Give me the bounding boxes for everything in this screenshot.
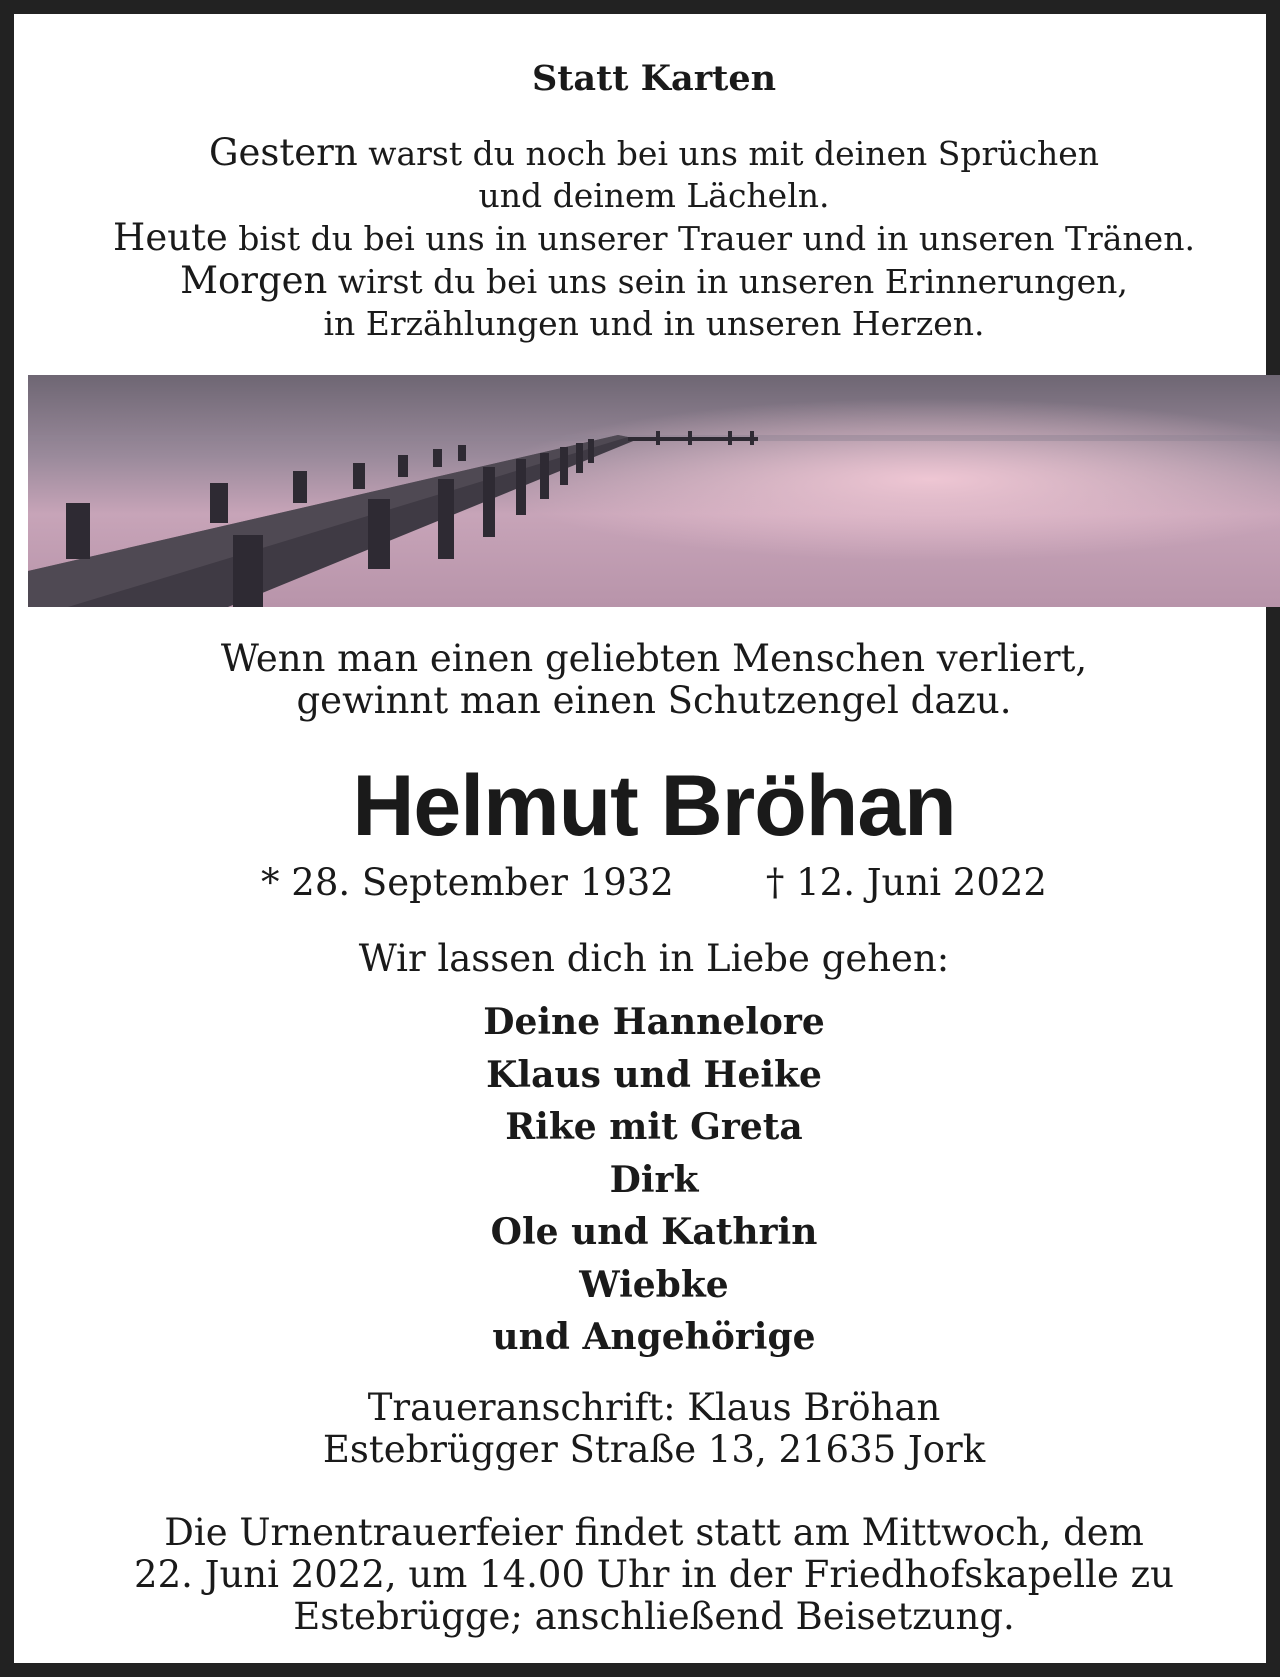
life-dates: [28, 861, 1280, 905]
service-line-1: Die Urnentrauerfeier findet statt am Mittwoch, dem: [164, 1511, 1144, 1554]
quote: [28, 638, 1280, 722]
address-line-1: Traueranschrift: Klaus Bröhan: [367, 1386, 941, 1429]
quote-line-1: Wenn man einen geliebten Menschen verliert,: [220, 637, 1088, 680]
mourner: und Angehörige: [492, 1316, 816, 1358]
poem-line: Gestern warst du noch bei uns mit deinen Sprüchen: [208, 131, 1100, 174]
poem-line: und deinem Lächeln.: [478, 176, 830, 215]
birth-date: * 28. September 1932: [261, 861, 674, 904]
service-line-3: Estebrügge; anschließend Beisetzung.: [293, 1595, 1015, 1638]
mourner: Rike mit Greta: [505, 1106, 803, 1148]
poem-line: in Erzählungen und in unseren Herzen.: [323, 304, 985, 343]
lake-pier-image: [28, 375, 1280, 607]
service-info: [28, 1512, 1280, 1638]
mourner: Dirk: [609, 1158, 699, 1201]
mourner: Ole und Kathrin: [490, 1211, 818, 1253]
header-title: Statt Karten: [531, 58, 777, 99]
mourning-address: [28, 1387, 1280, 1471]
farewell-line: Wir lassen dich in Liebe gehen:: [358, 937, 950, 980]
poem: [28, 132, 1280, 345]
mourners-list: [28, 996, 1280, 1364]
deceased-name: Helmut Bröhan: [352, 758, 956, 854]
pier-photo: [28, 375, 1280, 607]
poem-line: Heute bist du bei uns in unserer Trauer und in unseren Tränen.: [113, 216, 1195, 259]
address-line-2: Estebrügger Straße 13, 21635 Jork: [322, 1428, 986, 1471]
death-date: † 12. Juni 2022: [765, 861, 1047, 904]
mourner: Wiebke: [579, 1263, 729, 1306]
quote-line-2: gewinnt man einen Schutzengel dazu.: [296, 679, 1012, 722]
poem-line: Morgen wirst du bei uns sein in unseren Erinnerungen,: [180, 259, 1128, 302]
mourner: Deine Hannelore: [483, 1001, 825, 1043]
mourner: Klaus und Heike: [486, 1053, 822, 1096]
service-line-2: 22. Juni 2022, um 14.00 Uhr in der Friedhofskapelle zu: [134, 1553, 1174, 1596]
